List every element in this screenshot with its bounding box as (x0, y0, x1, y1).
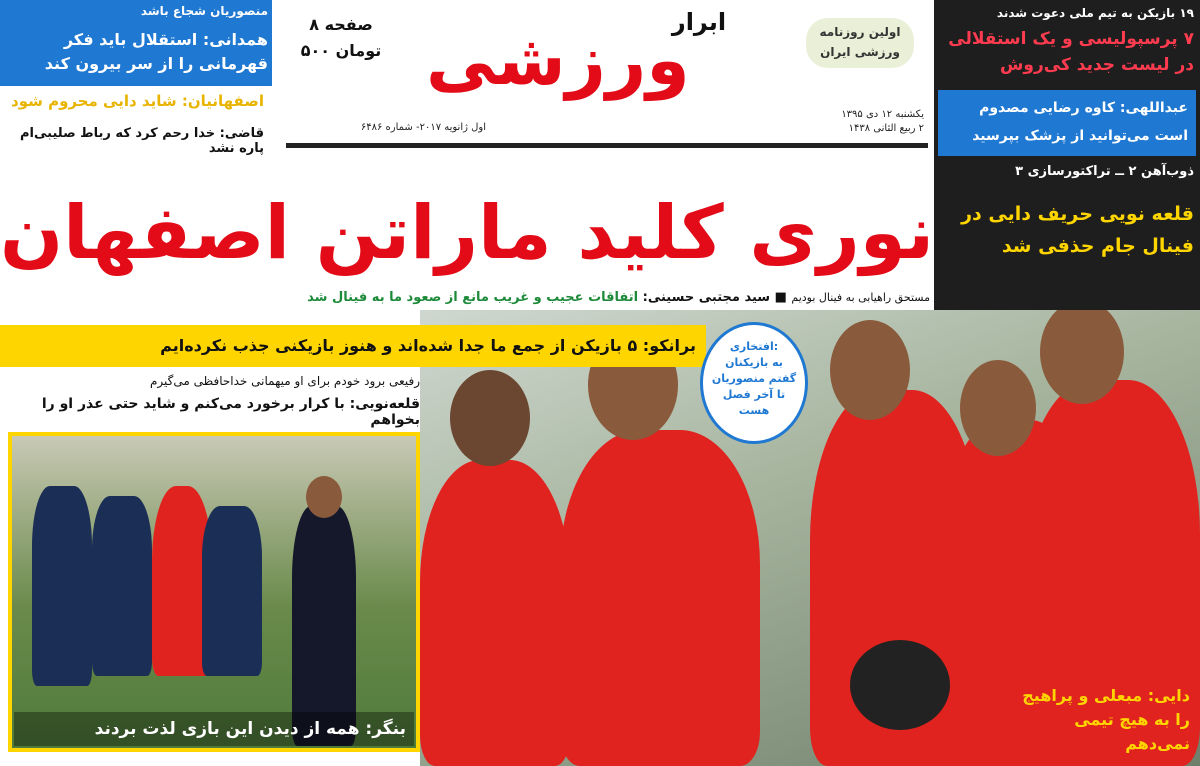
date-hijri: ۲ ربیع الثانی ۱۴۳۸ (848, 123, 924, 134)
bubble-line1: افتخاری: (729, 340, 779, 353)
player-head (450, 370, 530, 466)
quote-bubble (700, 322, 808, 444)
masthead-pages (286, 12, 396, 72)
pages-count: ۸ صفحه (309, 15, 373, 34)
left-top-line1: منصوریان شجاع باشد (140, 4, 268, 18)
bubble-line3: گفتم منصوریان (711, 372, 797, 385)
ghale-line: قلعه‌نویی: با کرار برخورد می‌کنم و شاید حتی عذر او را بخواهم (41, 396, 420, 428)
left-top-blue-box (0, 0, 272, 86)
player-figure (560, 430, 760, 766)
coach-photo-caption: بنگر: همه از دیدن این بازی لذت بردند (14, 712, 414, 746)
subline-square: ■ (774, 290, 787, 305)
right-news-1: ۱۹ بازیکن به تیم ملی دعوت شدند (996, 6, 1194, 20)
tagline-line1: اولین روزنامه (819, 25, 901, 39)
player-head (960, 360, 1036, 456)
right-news-blue: عبداللهی: کاوه رضایی مصدوم است می‌توانید از پزشک بپرسید (938, 90, 1196, 156)
masthead (286, 0, 928, 148)
newspaper-logo-small: ابرار (671, 8, 727, 36)
main-headline: نوری کلید ماراتن اصفهان (0, 190, 934, 276)
masthead-dates (806, 108, 924, 138)
branko-bar: برانکو: ۵ بازیکن از جمع ما جدا شده‌اند و هنوز بازیکنی جذب نکرده‌ایم (0, 325, 706, 367)
subline-part2: سید مجتبی حسینی: (642, 290, 771, 305)
price: ۵۰۰ تومان (300, 41, 382, 60)
left-esfahanian-box (0, 86, 272, 122)
subline-part3: اتفاقات عجیب و غریب مانع از صعود ما به فینال شد (307, 290, 639, 305)
left-top-line2: همدانی: استقلال باید فکر قهرمانی را از سر بیرون کند (44, 30, 268, 73)
bubble-line4: تا آخر فصل (722, 388, 786, 401)
coach-figure (292, 506, 356, 746)
right-news-3: ذوب‌آهن ۲ ــ تراکتورسازی ۳ (1015, 164, 1194, 179)
bubble-line2: به بازیکنان (725, 356, 783, 369)
main-photo-caption: دایی: مبعلی و پراهیج را به هیچ تیمی نمی‌دهم (1022, 686, 1190, 753)
player-figure (32, 486, 92, 686)
right-news-4: قلعه نویی حریف دایی در فینال جام حذفی شد (961, 203, 1194, 257)
bubble-line5: هست (738, 404, 770, 417)
newspaper-logo: ورزشی (426, 19, 690, 101)
coach-head (306, 476, 342, 518)
player-figure (202, 506, 262, 676)
player-figure (420, 460, 570, 766)
player-head (850, 640, 950, 730)
left-ghazi-text: قاضی: خدا رحم کرد که رباط صلیبی‌ام پاره نشد (20, 126, 264, 156)
masthead-tagline (806, 18, 914, 68)
coach-photo (8, 432, 420, 752)
rafiq-line: رفیعی برود خودم برای او میهمانی خداحافظی می‌گیرم (150, 374, 420, 388)
left-ghazi-box (0, 120, 272, 156)
right-news-2: ۷ پرسپولیسی و یک استقلالی در لیست جدید کی‌روش (948, 29, 1194, 75)
player-head (830, 320, 910, 420)
right-news-column (934, 0, 1200, 326)
date-persian: یکشنبه ۱۲ دی ۱۳۹۵ (841, 109, 924, 120)
subline-part1: مستحق راهیابی به فینال بودیم (791, 291, 930, 304)
tagline-line2: ورزشی ایران (820, 45, 900, 59)
player-figure (92, 496, 152, 676)
sub-headline (10, 290, 930, 312)
date-gregorian-issue: اول ژانویه ۲۰۱۷- شماره ۶۴۸۶ (360, 122, 486, 133)
left-esfahanian-text: اصفهانیان: شاید دایی محروم شود (11, 92, 264, 110)
